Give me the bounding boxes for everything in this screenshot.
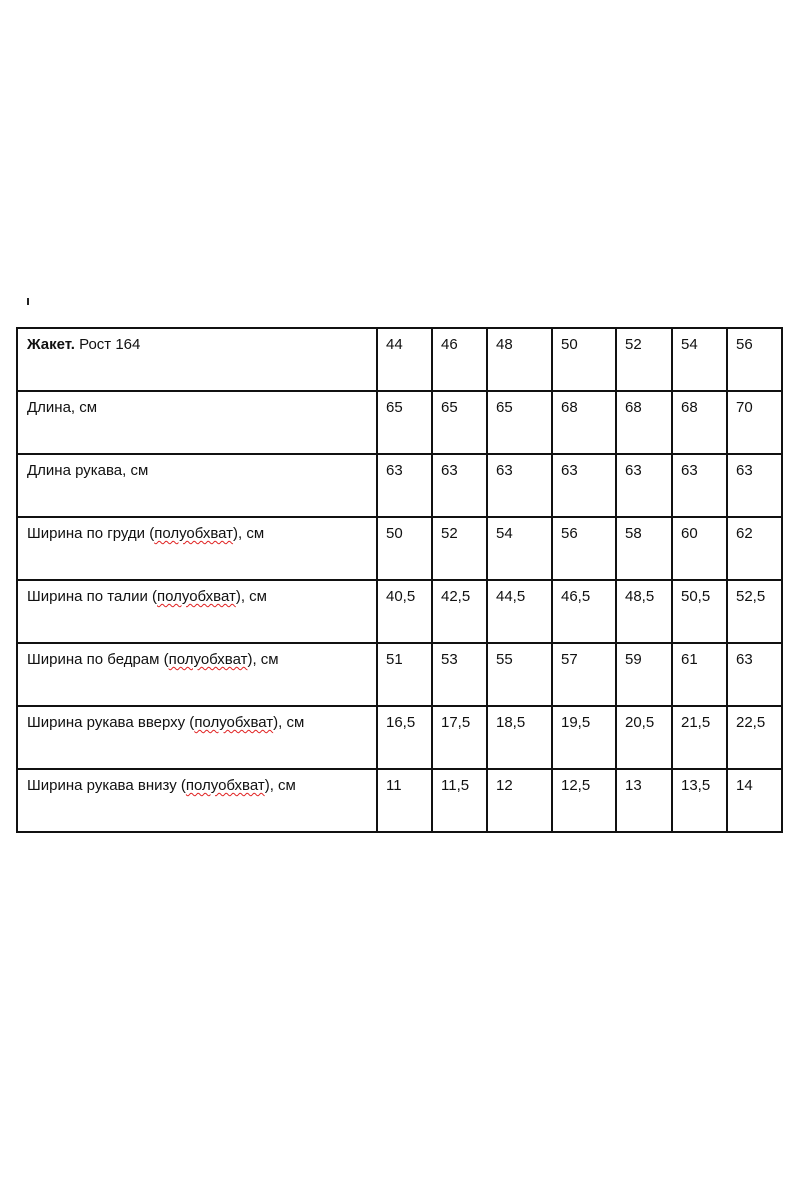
value-cell: 65: [487, 391, 552, 454]
row-label-suffix: ), см: [247, 651, 279, 668]
value-cell: 62: [727, 517, 782, 580]
table-row: [17, 643, 782, 706]
value-cell: 63: [672, 454, 727, 517]
value-cell: 63: [377, 454, 432, 517]
value-cell: 53: [432, 643, 487, 706]
header-label-cell: [17, 328, 377, 391]
value-cell: 11,5: [432, 769, 487, 832]
value-cell: 65: [432, 391, 487, 454]
value-cell: 13,5: [672, 769, 727, 832]
size-header-cell: 48: [487, 328, 552, 391]
table-row: [17, 769, 782, 832]
value-cell: 63: [432, 454, 487, 517]
value-cell: 14: [727, 769, 782, 832]
row-label: [17, 580, 377, 643]
size-header-cell: 54: [672, 328, 727, 391]
height-label: Рост 164: [79, 336, 141, 353]
row-label-spell-word: полуобхват: [168, 651, 248, 668]
value-cell: 63: [552, 454, 616, 517]
product-name: Жакет.: [27, 336, 75, 353]
value-cell: 12: [487, 769, 552, 832]
value-cell: 17,5: [432, 706, 487, 769]
value-cell: 46,5: [552, 580, 616, 643]
row-label: [17, 391, 377, 454]
value-cell: 21,5: [672, 706, 727, 769]
row-label-suffix: ), см: [273, 714, 305, 731]
row-label-text: Ширина рукава внизу (: [27, 777, 186, 794]
value-cell: 13: [616, 769, 672, 832]
size-header-cell: 44: [377, 328, 432, 391]
value-cell: 48,5: [616, 580, 672, 643]
value-cell: 50: [377, 517, 432, 580]
value-cell: 16,5: [377, 706, 432, 769]
row-label: [17, 643, 377, 706]
row-label: [17, 706, 377, 769]
value-cell: 11: [377, 769, 432, 832]
value-cell: 40,5: [377, 580, 432, 643]
row-label: [17, 517, 377, 580]
value-cell: 12,5: [552, 769, 616, 832]
value-cell: 51: [377, 643, 432, 706]
value-cell: 19,5: [552, 706, 616, 769]
table-row: [17, 517, 782, 580]
row-label-text: Длина рукава, см: [27, 462, 149, 479]
value-cell: 65: [377, 391, 432, 454]
table-row: [17, 580, 782, 643]
size-header-cell: 52: [616, 328, 672, 391]
value-cell: 63: [616, 454, 672, 517]
table-header-row: [17, 328, 782, 391]
value-cell: 42,5: [432, 580, 487, 643]
row-label: [17, 769, 377, 832]
row-label-spell-word: полуобхват: [154, 525, 234, 542]
value-cell: 52: [432, 517, 487, 580]
value-cell: 63: [487, 454, 552, 517]
value-cell: 52,5: [727, 580, 782, 643]
row-label-suffix: ), см: [235, 588, 267, 605]
value-cell: 22,5: [727, 706, 782, 769]
row-label-text: Ширина по талии (: [27, 588, 157, 605]
size-header-cell: 46: [432, 328, 487, 391]
value-cell: 60: [672, 517, 727, 580]
value-cell: 50,5: [672, 580, 727, 643]
row-label-text: Ширина рукава вверху (: [27, 714, 195, 731]
row-label-suffix: ), см: [233, 525, 265, 542]
table-row: [17, 391, 782, 454]
value-cell: 55: [487, 643, 552, 706]
value-cell: 44,5: [487, 580, 552, 643]
stray-mark: [27, 298, 29, 305]
row-label-spell-word: полуобхват: [157, 588, 236, 605]
value-cell: 58: [616, 517, 672, 580]
size-chart-table: [16, 327, 783, 833]
value-cell: 68: [672, 391, 727, 454]
value-cell: 63: [727, 643, 782, 706]
value-cell: 59: [616, 643, 672, 706]
size-header-cell: 50: [552, 328, 616, 391]
row-label-text: Ширина по груди (: [27, 525, 155, 542]
size-header-cell: 56: [727, 328, 782, 391]
row-label: [17, 454, 377, 517]
table-row: [17, 706, 782, 769]
value-cell: 68: [616, 391, 672, 454]
value-cell: 61: [672, 643, 727, 706]
row-label-spell-word: полуобхват: [194, 714, 274, 731]
value-cell: 54: [487, 517, 552, 580]
row-label-spell-word: полуобхват: [185, 777, 265, 794]
value-cell: 70: [727, 391, 782, 454]
value-cell: 20,5: [616, 706, 672, 769]
value-cell: 56: [552, 517, 616, 580]
value-cell: 68: [552, 391, 616, 454]
value-cell: 63: [727, 454, 782, 517]
value-cell: 57: [552, 643, 616, 706]
row-label-text: Ширина по бедрам (: [27, 651, 169, 668]
value-cell: 18,5: [487, 706, 552, 769]
row-label-suffix: ), см: [264, 777, 296, 794]
table-row: [17, 454, 782, 517]
row-label-text: Длина, см: [27, 399, 98, 416]
